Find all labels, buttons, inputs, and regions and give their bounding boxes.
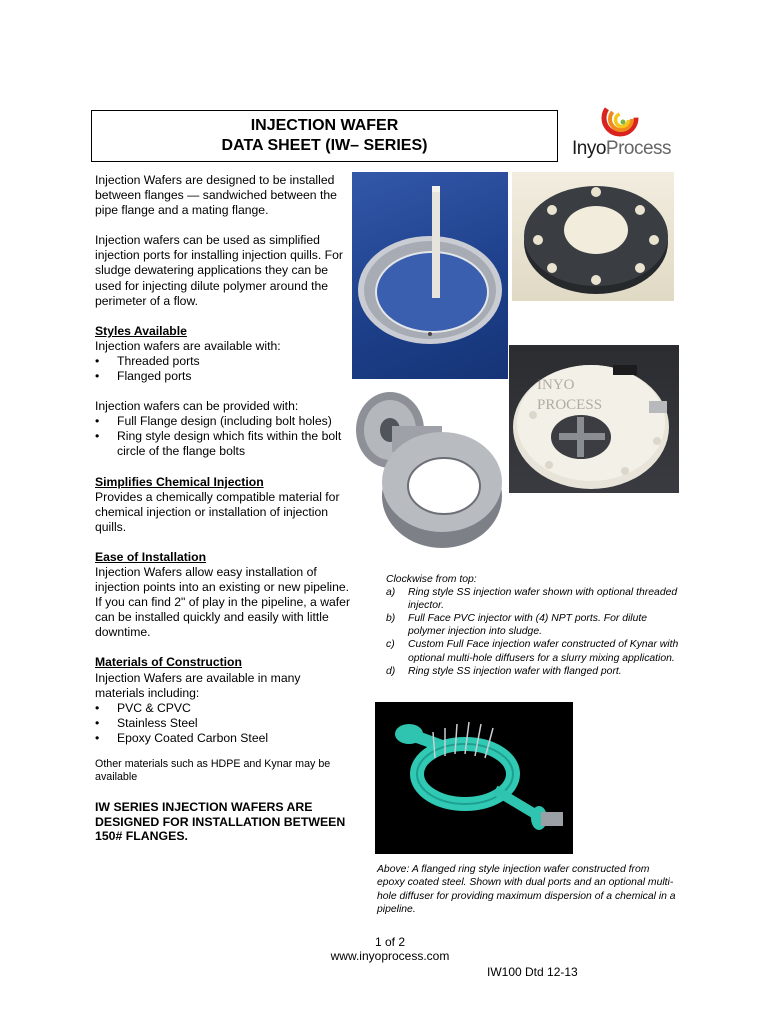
install-heading: Ease of Installation	[95, 549, 207, 564]
company-logo	[566, 98, 676, 162]
list-item: c) Custom Full Face injection wafer constructed of Kynar with optional multi-hole diffusers for a slurry mixing application.	[386, 639, 679, 664]
materials-list	[95, 701, 350, 746]
chemical-text: Provides a chemically compatible material for chemical injection or installation of injection quills.	[95, 489, 340, 534]
title-line-2: DATA SHEET (IW– SERIES)	[221, 137, 428, 154]
photo-ring-style-ss-wafer	[352, 172, 508, 379]
photo-ring-style-flanged-port	[352, 386, 504, 562]
pvc-wafer-image	[512, 172, 674, 301]
epoxy-wafer-image	[375, 702, 573, 854]
list-item: b) Full Face PVC injector with (4) NPT ports. For dilute polymer injection into sludge.	[386, 613, 648, 638]
photo-epoxy-coated-wafer	[375, 702, 573, 854]
logo-wordmark: InyoProcess	[572, 138, 672, 159]
flange-notice: IW SERIES INJECTION WAFERS ARE DESIGNED FOR INSTALLATION BETWEEN 150# FLANGES.	[95, 800, 346, 844]
page-number: 1 of 2	[374, 935, 406, 949]
styles-lead-1: Injection wafers are available with:	[95, 338, 281, 353]
list-item: • PVC & CPVC	[95, 701, 350, 716]
list-item: • Threaded ports	[95, 354, 350, 369]
caption-lead: Clockwise from top:	[386, 574, 477, 585]
list-item: • Stainless Steel	[95, 716, 350, 731]
materials-note: Other materials such as HDPE and Kynar may be available	[95, 758, 331, 783]
list-item: d) Ring style SS injection wafer with flanged port.	[386, 665, 622, 677]
photo-caption-bottom: Above: A flanged ring style injection wafer constructed from epoxy coated steel. Shown with dual ports and an optional multi-hole diffuser for providing maximum dispersion of a chemical in a pipeline.	[377, 864, 676, 915]
photo-watermark: INYO PROCESS	[537, 377, 603, 413]
photo-kynar-custom-wafer	[509, 345, 679, 493]
list-item: • Ring style design which fits within the bolt circle of the flange bolts	[95, 429, 350, 459]
photo-full-face-pvc-wafer	[512, 172, 674, 301]
styles-lead-2: Injection wafers can be provided with:	[95, 399, 299, 414]
flanged-ring-wafer-image	[352, 386, 504, 562]
left-column	[95, 173, 350, 844]
kynar-wafer-image	[509, 345, 679, 493]
ring-wafer-image	[352, 172, 508, 379]
list-item: • Full Flange design (including bolt holes)	[95, 414, 350, 429]
list-item: • Epoxy Coated Carbon Steel	[95, 731, 350, 746]
install-text: Injection Wafers allow easy installation of injection points into an existing or new pipeline. If you can find 2" of play in the pipeline, a wafer can be installed quickly and easily with little downtime.	[95, 564, 351, 640]
caption-list	[386, 586, 686, 678]
inyoprocess-swirl-logo-icon	[566, 98, 676, 142]
styles-list-1	[95, 354, 350, 384]
intro-paragraph-2: Injection wafers can be used as simplified injection ports for installing injection quills. For sludge dewatering applications they can be used for injecting dilute polymer around the perimeter of a flow.	[95, 233, 343, 308]
chemical-heading: Simplifies Chemical Injection	[95, 474, 264, 489]
footer	[300, 935, 480, 963]
photo-caption-top	[386, 573, 686, 678]
styles-list-2	[95, 414, 350, 459]
materials-lead: Injection Wafers are available in many materials including:	[95, 670, 301, 700]
title-box	[91, 110, 558, 162]
list-item: • Flanged ports	[95, 369, 350, 384]
website-url: www.inyoprocess.com	[330, 949, 450, 963]
list-item: a) Ring style SS injection wafer shown with optional threaded injector.	[386, 587, 678, 612]
document-code: IW100 Dtd 12-13	[487, 965, 578, 979]
styles-heading: Styles Available	[95, 323, 187, 338]
materials-heading: Materials of Construction	[95, 655, 242, 670]
title-line-1: INJECTION WAFER	[250, 117, 399, 134]
intro-paragraph-1: Injection Wafers are designed to be installed between flanges — sandwiched between the pipe flange and a mating flange.	[95, 173, 337, 218]
